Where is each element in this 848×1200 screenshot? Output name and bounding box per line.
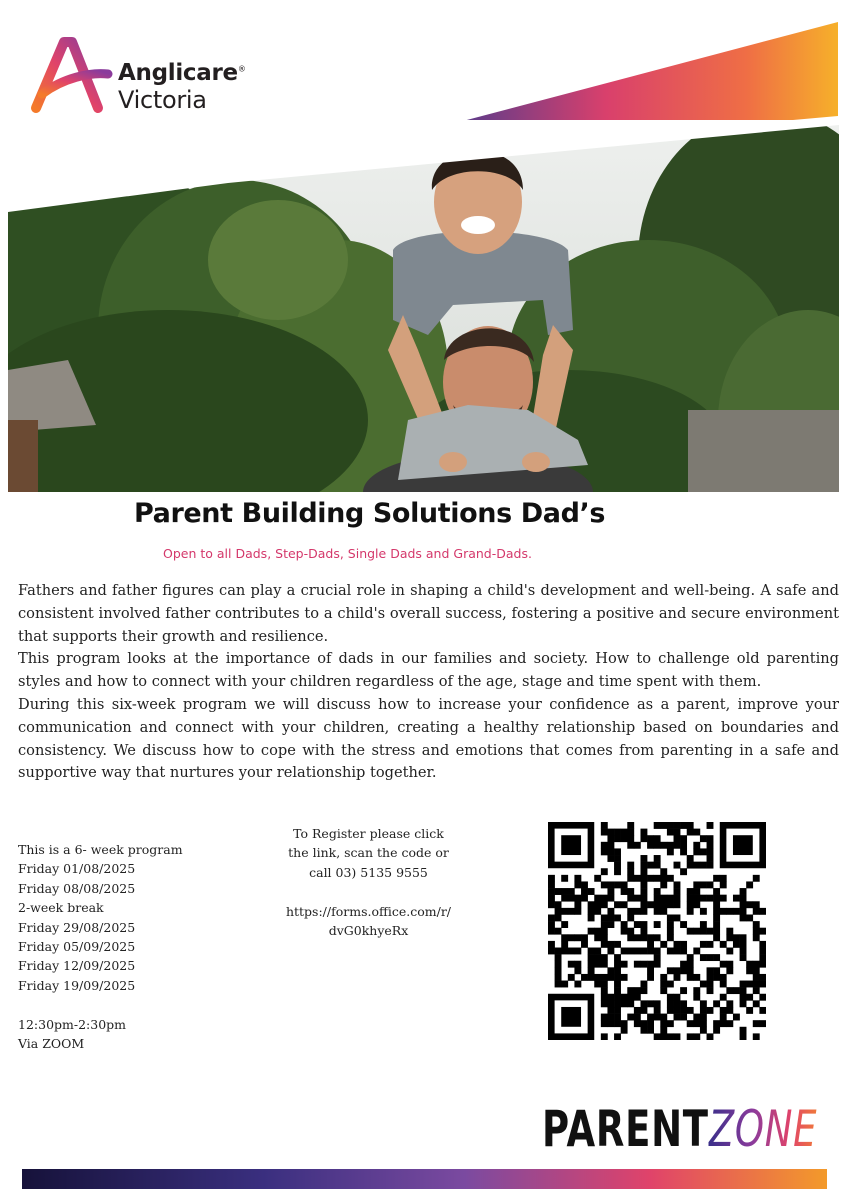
spacer xyxy=(18,995,258,1014)
session-time: 12:30pm-2:30pm xyxy=(18,1016,127,1032)
register-instruction: the link, scan the code or xyxy=(288,845,449,861)
schedule-date: Friday 01/08/2025 xyxy=(18,861,136,877)
registration-info xyxy=(266,824,471,940)
registration-url[interactable]: https://forms.office.com/r/ xyxy=(285,903,452,919)
parentzone-logo-part1: PARENT xyxy=(542,1100,709,1158)
footer-gradient-bar xyxy=(22,1169,827,1189)
page-title: Parent Building Solutions Dad’s xyxy=(134,498,606,529)
schedule-date: 2-week break xyxy=(18,900,104,916)
registration-url[interactable]: dvG0khyeRx xyxy=(328,923,409,939)
anglicare-logo xyxy=(28,32,268,116)
program-schedule xyxy=(18,840,258,1053)
paragraph: During this six-week program we will discuss how to increase your confidence as a parent, improve your communication and connect with your children, creating a healthy relationship based on boundaries and consistency. We discuss how to cope with the stress and emotions that comes from parenting in a safe and supportive way that nurtures your relationship together. xyxy=(18,695,839,782)
schedule-date: Friday 05/09/2025 xyxy=(18,939,136,955)
session-format: Via ZOOM xyxy=(18,1036,85,1052)
spacer xyxy=(266,882,471,901)
register-phone[interactable]: call 03) 5135 9555 xyxy=(309,864,428,880)
parentzone-logo-part2: ZONE xyxy=(708,1100,818,1158)
anglicare-a-logo-icon xyxy=(28,32,113,116)
schedule-date: Friday 19/09/2025 xyxy=(18,977,136,993)
register-instruction: To Register please click xyxy=(293,826,444,841)
logo-text-victoria: Victoria xyxy=(118,86,207,114)
registration-link[interactable] xyxy=(266,902,471,941)
qr-code-icon[interactable] xyxy=(548,822,766,1040)
page-subtitle: Open to all Dads, Step-Dads, Single Dads and Grand-Dads. xyxy=(163,546,532,561)
description-text xyxy=(18,580,839,785)
schedule-date: Friday 29/08/2025 xyxy=(18,919,136,935)
paragraph: Fathers and father figures can play a crucial role in shaping a child's development and well-being. A safe and consistent involved father contributes to a child's overall success, fostering a positive and secure environment that supports their growth and resilience. xyxy=(18,582,839,645)
hero-photo-father-and-son xyxy=(8,120,839,492)
schedule-date: Friday 12/09/2025 xyxy=(18,958,136,974)
parentzone-logo xyxy=(542,1097,817,1161)
schedule-intro: This is a 6- week program xyxy=(18,842,183,857)
schedule-date: Friday 08/08/2025 xyxy=(18,880,136,896)
paragraph: This program looks at the importance of dads in our families and society. How to challenge old parenting styles and how to connect with your children regardless of the age, stage and time spent with them. xyxy=(18,650,839,691)
logo-text-anglicare: Anglicare® xyxy=(118,60,246,86)
